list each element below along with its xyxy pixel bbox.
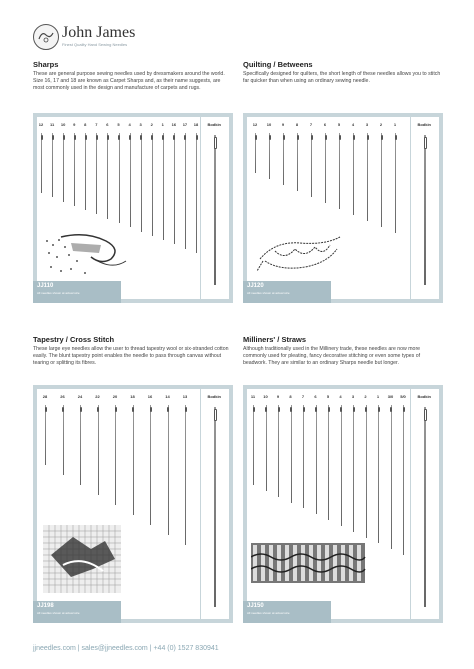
bodkin-label: Bodkin bbox=[207, 122, 221, 127]
canvas-illustration-icon bbox=[43, 525, 123, 595]
needle bbox=[253, 405, 254, 485]
product-code-tag bbox=[33, 281, 121, 303]
size-label: 5/0 bbox=[400, 394, 406, 399]
needle bbox=[328, 405, 329, 520]
size-label: 5 bbox=[117, 122, 120, 127]
needle bbox=[107, 133, 108, 219]
size-label: 2 bbox=[150, 122, 153, 127]
needle-panel-sharps bbox=[33, 113, 233, 303]
needle bbox=[163, 133, 164, 240]
brand-logo bbox=[33, 24, 163, 52]
product-code-tag bbox=[33, 601, 121, 623]
size-label: 7 bbox=[95, 122, 98, 127]
needle bbox=[297, 133, 298, 191]
section-title-sharps: Sharps bbox=[33, 60, 59, 69]
needle bbox=[98, 405, 99, 495]
actual-size-note: All needles shown at actual size bbox=[247, 611, 290, 615]
section-title-milliners: Milliners' / Straws bbox=[243, 335, 307, 344]
size-label: 4 bbox=[339, 394, 342, 399]
size-label: 14 bbox=[165, 394, 170, 399]
bodkin-label: Bodkin bbox=[207, 394, 221, 399]
needle bbox=[403, 405, 404, 555]
needle bbox=[367, 133, 368, 221]
bodkin-label: Bodkin bbox=[417, 122, 431, 127]
size-label: 17 bbox=[182, 122, 188, 127]
needle bbox=[96, 133, 97, 214]
bodkin-needle bbox=[424, 407, 426, 607]
brand-tagline: Finest Quality Hand Sewing Needles bbox=[62, 42, 128, 47]
needle bbox=[366, 405, 367, 538]
product-code: JJ110 bbox=[37, 283, 54, 289]
product-code: JJ120 bbox=[247, 283, 264, 289]
size-label: 4 bbox=[351, 122, 355, 127]
size-label: 9 bbox=[281, 122, 285, 127]
needle bbox=[141, 133, 142, 232]
section-title-quilting: Quilting / Betweens bbox=[243, 60, 313, 69]
size-label: 22 bbox=[95, 394, 100, 399]
size-label: 3 bbox=[139, 122, 142, 127]
size-label: 10 bbox=[60, 122, 66, 127]
needle bbox=[269, 133, 270, 179]
needle bbox=[119, 133, 120, 223]
bodkin-needle bbox=[214, 407, 216, 607]
size-label: 1 bbox=[376, 394, 380, 399]
size-label: 1 bbox=[393, 122, 397, 127]
size-label: 24 bbox=[77, 394, 83, 399]
size-label: 2 bbox=[364, 394, 367, 399]
needle bbox=[283, 133, 284, 185]
size-label: 8 bbox=[289, 394, 292, 399]
size-label: 1 bbox=[161, 122, 164, 127]
size-label: 5 bbox=[337, 122, 341, 127]
size-label: 7 bbox=[301, 394, 305, 399]
size-label: 7 bbox=[309, 122, 313, 127]
size-label: 11 bbox=[49, 122, 55, 127]
size-label: 11 bbox=[250, 394, 256, 399]
needle bbox=[41, 133, 42, 193]
needle bbox=[174, 133, 175, 244]
size-label: 18 bbox=[130, 394, 135, 399]
footer-contact: jjneedles.com | sales@jjneedles.com | +44 (0) 1527 830941 bbox=[33, 645, 219, 652]
size-label: 4 bbox=[128, 122, 131, 127]
needle bbox=[52, 133, 53, 197]
needle-panel-milliners bbox=[243, 385, 443, 623]
actual-size-note: All needles shown at actual size bbox=[247, 291, 290, 295]
size-label: 5 bbox=[326, 394, 330, 399]
needle bbox=[341, 405, 342, 526]
needle bbox=[168, 405, 169, 535]
needle bbox=[291, 405, 292, 503]
size-label: 6 bbox=[323, 122, 327, 127]
needle bbox=[266, 405, 267, 491]
product-code-tag bbox=[243, 601, 331, 623]
needle bbox=[196, 133, 197, 253]
size-label: 10 bbox=[263, 394, 268, 399]
needle bbox=[130, 133, 131, 227]
needle bbox=[80, 405, 81, 485]
needle bbox=[63, 405, 64, 475]
section-desc-quilting: Specifically designed for quilters, the short length of these needles allows you to stitch far quicker than when using an ordinary sewing needle. bbox=[243, 71, 441, 85]
size-label: 9 bbox=[276, 394, 280, 399]
needle bbox=[115, 405, 116, 505]
size-label: 26 bbox=[60, 394, 65, 399]
needle bbox=[185, 405, 186, 545]
needle bbox=[63, 133, 64, 202]
size-label: 16 bbox=[147, 394, 153, 399]
size-label: 13 bbox=[182, 394, 188, 399]
size-label: 18 bbox=[193, 122, 199, 127]
product-code-tag bbox=[243, 281, 331, 303]
product-code: JJ198 bbox=[37, 603, 54, 609]
bodkin-needle bbox=[214, 135, 216, 285]
needle-panel-quilting bbox=[243, 113, 443, 303]
needle bbox=[255, 133, 256, 173]
needle bbox=[150, 405, 151, 525]
brand-name: John James bbox=[62, 24, 136, 41]
size-label: 6 bbox=[106, 122, 109, 127]
needle bbox=[316, 405, 317, 514]
needle bbox=[325, 133, 326, 203]
size-label: 20 bbox=[112, 394, 118, 399]
needle-panel-tapestry bbox=[33, 385, 233, 623]
needle bbox=[45, 405, 46, 465]
section-desc-milliners: Although traditionally used in the Millinery trade, these needles are now more commonly used for pleating, fancy decorative stitching or even some types of beadwork. They are similar to an ordinary Sharps needle but longer. bbox=[243, 346, 421, 367]
quilting-illustration-icon bbox=[255, 231, 345, 276]
actual-size-note: All needles shown at actual size bbox=[37, 611, 80, 615]
actual-size-note: All needles shown at actual size bbox=[37, 291, 80, 295]
size-label: 12 bbox=[252, 122, 258, 127]
needle bbox=[85, 133, 86, 210]
size-label: 16 bbox=[171, 122, 177, 127]
product-code: JJ150 bbox=[247, 603, 264, 609]
size-label: 10 bbox=[266, 122, 272, 127]
section-desc-sharps: These are general purpose sewing needles used by dressmakers around the world. Size 16, 17 and 18 are known as Carpet Sharps and, as their name suggests, are most commonly used in the design and manufacture of carpets and rugs. bbox=[33, 71, 225, 92]
pleating-illustration-icon bbox=[251, 543, 366, 585]
needle bbox=[74, 133, 75, 206]
needle bbox=[353, 405, 354, 532]
logo-emblem-icon bbox=[33, 24, 59, 50]
size-label: 3 bbox=[365, 122, 369, 127]
size-label: 28 bbox=[42, 394, 48, 399]
fabric-illustration-icon bbox=[41, 231, 131, 281]
size-label: 8 bbox=[84, 122, 87, 127]
size-label: 6 bbox=[314, 394, 317, 399]
size-label: 12 bbox=[38, 122, 44, 127]
section-desc-tapestry: These large eye needles allow the user to thread tapestry wool or six-stranded cotton easily. The blunt tapestry point enables the needle to pass through canvas without tearing or splitting its fibres. bbox=[33, 346, 229, 367]
needle bbox=[311, 133, 312, 197]
needle bbox=[303, 405, 304, 508]
size-label: 9 bbox=[73, 122, 76, 127]
section-title-tapestry: Tapestry / Cross Stitch bbox=[33, 335, 115, 344]
needle bbox=[339, 133, 340, 209]
needle bbox=[133, 405, 134, 515]
bodkin-label: Bodkin bbox=[417, 394, 431, 399]
needle bbox=[395, 133, 396, 233]
bodkin-needle bbox=[424, 135, 426, 285]
size-label: 3/0 bbox=[387, 394, 394, 399]
needle bbox=[391, 405, 392, 549]
needle bbox=[381, 133, 382, 227]
needle bbox=[353, 133, 354, 215]
needle bbox=[378, 405, 379, 543]
needle bbox=[185, 133, 186, 249]
size-label: 2 bbox=[379, 122, 383, 127]
needle bbox=[152, 133, 153, 236]
size-label: 3 bbox=[351, 394, 355, 399]
size-label: 8 bbox=[295, 122, 299, 127]
needle bbox=[278, 405, 279, 497]
